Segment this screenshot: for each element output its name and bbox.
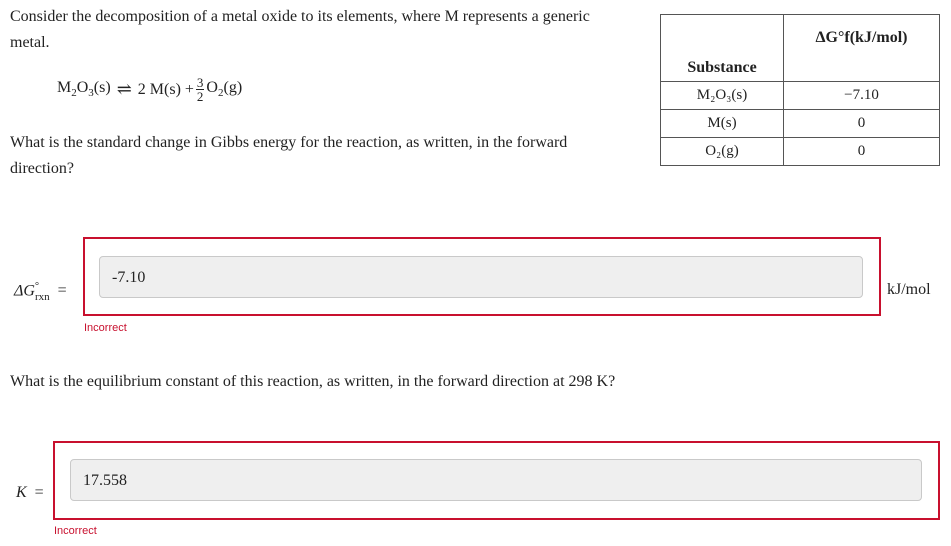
k-answer-input[interactable]: 17.558	[70, 459, 922, 501]
reaction-equation	[57, 76, 242, 103]
delta-g-label: $\Delta G^\circ_{rxn}$ =	[14, 281, 67, 303]
gibbs-table	[660, 14, 940, 166]
value-cell: 0	[784, 138, 940, 166]
table-row	[661, 138, 940, 166]
substance-cell: M(s)	[661, 110, 784, 138]
value-cell: 0	[784, 110, 940, 138]
substance-cell: O₂(g)	[661, 138, 784, 166]
header-gibbs: ΔG°f(kJ/mol)	[784, 15, 940, 82]
table-row	[661, 82, 940, 110]
equilibrium-arrow: ⇌	[116, 79, 132, 99]
product-oxygen: $O_2(g)$	[206, 79, 243, 100]
incorrect-status-1: Incorrect	[84, 322, 127, 334]
k-label: K =	[16, 484, 44, 501]
table-row	[661, 110, 940, 138]
reactant: $M_2O_3(s)$	[57, 79, 111, 100]
substance-cell: M₂O₃(s)	[661, 82, 784, 110]
question-1: What is the standard change in Gibbs energy for the reaction, as written, in the forward direction?	[10, 134, 568, 177]
intro-text: Consider the decomposition of a metal oxide to its elements, where M represents a generic metal.	[10, 8, 590, 51]
fraction: $\frac{3}{2}$	[196, 75, 204, 104]
product-metal: 2 M(s) +	[137, 80, 194, 98]
incorrect-status-2: Incorrect	[54, 525, 97, 537]
unit-label: kJ/mol	[887, 281, 931, 298]
question-2: What is the equilibrium constant of this reaction, as written, in the forward direction at 298 K?	[10, 373, 616, 390]
header-substance: Substance	[661, 15, 784, 82]
value-cell: −7.10	[784, 82, 940, 110]
gibbs-answer-input[interactable]: -7.10	[99, 256, 863, 298]
